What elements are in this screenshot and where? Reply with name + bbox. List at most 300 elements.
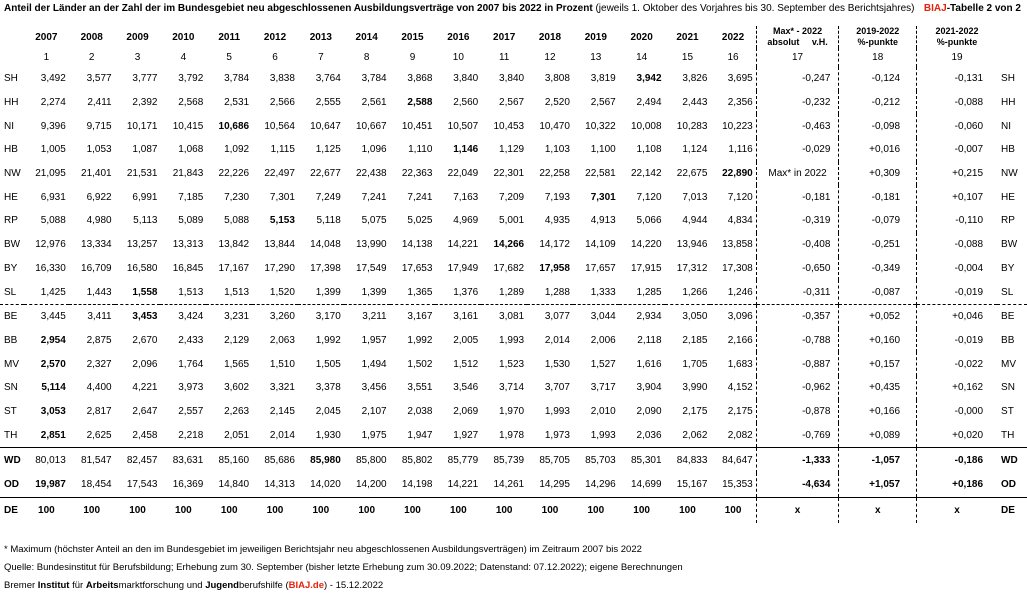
column-number: 3	[134, 52, 141, 63]
table-cell: 1,993	[499, 334, 525, 346]
column-number: 15	[681, 52, 694, 63]
row-label-right: BY	[1001, 262, 1015, 274]
table-tab-label: BIAJ-Tabelle 2 von 2	[923, 3, 1021, 14]
table-cell: 14,295	[539, 479, 570, 491]
table-cell: 2,560	[453, 97, 479, 109]
table-cell: 2,090	[636, 405, 662, 417]
column-number: 11	[498, 52, 510, 63]
table-cell: 3,077	[527, 304, 573, 328]
table-cell: 1,970	[499, 405, 525, 417]
table-cell: 1,365	[407, 286, 433, 298]
table-cell: 84,647	[710, 448, 756, 473]
col19-header: 2021-2022 %-punkte	[935, 26, 979, 47]
table-cell: 7,241	[407, 191, 433, 203]
diff-2021-2022-cell: +0,046	[917, 304, 998, 328]
row-label-right: OD	[1001, 479, 1017, 491]
table-cell: 2,014	[269, 429, 295, 441]
table-cell: 7,193	[544, 191, 570, 203]
credit-line	[4, 577, 683, 595]
year-header: 2021	[676, 31, 699, 43]
table-row	[0, 67, 1027, 91]
table-cell: 10,171	[126, 120, 158, 132]
table-cell: 12,976	[35, 239, 66, 251]
table-cell: 2,588	[407, 97, 433, 109]
table-cell: 3,551	[407, 382, 433, 394]
table-cell: 1,530	[544, 358, 570, 370]
max-diff-cell: -1,333	[756, 448, 839, 473]
row-label-right: HB	[1001, 144, 1015, 156]
diff-2021-2022-cell: -0,007	[954, 144, 984, 156]
max-diff-cell: -0,029	[756, 138, 839, 162]
table-cell: 2,045	[315, 405, 341, 417]
table-cell: 85,703	[573, 448, 619, 473]
table-cell: 100	[390, 498, 436, 523]
table-cell: 100	[69, 498, 115, 523]
table-cell: 2,555	[315, 97, 341, 109]
table-row	[0, 91, 1027, 115]
table-cell: 22,142	[630, 168, 662, 180]
table-row	[0, 352, 1027, 376]
table-cell: 14,840	[218, 479, 250, 491]
credit-part: ) - 15.12.2022	[323, 580, 384, 591]
table-cell: 2,005	[453, 334, 479, 346]
table-cell: 14,220	[630, 239, 662, 251]
year-header: 2017	[493, 31, 516, 43]
table-cell: 17,949	[447, 262, 479, 274]
table-cell: 100	[206, 498, 252, 523]
table-cell: 7,249	[315, 191, 341, 203]
table-cell: 3,577	[86, 73, 112, 85]
table-row	[0, 138, 1027, 162]
table-cell: 3,492	[40, 73, 66, 85]
table-cell: 85,779	[435, 448, 481, 473]
column-number: 17	[756, 48, 839, 67]
table-cell: 2,014	[544, 334, 570, 346]
table-cell: 7,120	[636, 191, 662, 203]
row-label: BE	[0, 304, 24, 328]
year-header: 2019	[584, 31, 607, 43]
table-cell: 1,502	[407, 358, 433, 370]
table-cell: 2,567	[590, 97, 616, 109]
credit-part: Jugend	[205, 580, 239, 591]
max-diff-cell: -0,650	[756, 257, 839, 281]
table-cell: 3,453	[115, 304, 161, 328]
table-cell: 5,114	[41, 382, 66, 394]
table-cell: 10,451	[401, 120, 433, 132]
row-label-right: TH	[1001, 429, 1015, 441]
table-cell: 2,010	[590, 405, 616, 417]
row-label: HE	[4, 191, 18, 203]
table-cell: 10,415	[172, 120, 204, 132]
row-label-right: SN	[1001, 382, 1015, 394]
table-cell: 7,230	[224, 191, 250, 203]
year-header: 2018	[538, 31, 562, 43]
table-cell: 2,185	[682, 334, 708, 346]
diff-2021-2022-cell: +0,162	[952, 382, 984, 394]
diff-2019-2022-cell: +0,052	[839, 304, 917, 328]
year-header: 2010	[172, 31, 195, 43]
table-cell: 2,263	[224, 405, 250, 417]
table-cell: 16,709	[81, 262, 112, 274]
table-cell: 14,296	[585, 479, 616, 491]
diff-2021-2022-cell: -0,019	[954, 334, 984, 346]
col17-header	[756, 26, 839, 48]
table-cell: 17,958	[539, 262, 570, 274]
table-cell: 1,616	[636, 358, 662, 370]
table-cell: 17,682	[493, 262, 525, 274]
table-cell: 2,392	[132, 97, 158, 109]
table-cell: 5,153	[269, 215, 295, 227]
table-cell: 4,834	[727, 215, 753, 227]
table-row	[0, 376, 1027, 400]
table-cell: 19,987	[35, 479, 66, 491]
max-diff-cell: -0,247	[756, 67, 839, 91]
table-row	[0, 257, 1027, 281]
table-cell: 1,992	[407, 334, 433, 346]
table-cell: 2,570	[40, 358, 66, 370]
table-cell: 10,322	[585, 120, 616, 132]
year-header: 2008	[80, 31, 103, 43]
table-cell: 21,095	[35, 168, 66, 180]
table-cell: 16,369	[172, 479, 204, 491]
col17-title: Max* - 2022	[773, 26, 823, 36]
table-cell: 1,520	[269, 286, 295, 298]
table-cell: 2,062	[682, 429, 708, 441]
diff-2019-2022-cell: -0,098	[839, 114, 917, 138]
table-cell: 3,764	[315, 73, 341, 85]
table-cell: 9,396	[40, 120, 66, 132]
table-cell: 1,558	[132, 286, 158, 298]
table-cell: 1,100	[590, 144, 616, 156]
row-label: NW	[4, 168, 21, 180]
row-label: NI	[4, 120, 14, 132]
diff-2021-2022-cell: -0,186	[917, 448, 998, 473]
biaj-brand: BIAJ	[923, 3, 947, 14]
source-note: Quelle: Bundesinstitut für Berufsbildung; Erhebung zum 30. September (bisher letzte Erhebung zum 30.09.2022; Datenstand: 07.12.2022); eigene Berechnungen	[4, 562, 683, 573]
row-label-right: SH	[1001, 73, 1015, 85]
table-cell: 10,223	[722, 120, 753, 132]
table-cell: 16,330	[35, 262, 66, 274]
table-cell: 3,942	[636, 73, 662, 85]
table-cell: 3,081	[481, 304, 527, 328]
table-cell: 14,138	[401, 239, 433, 251]
table-cell: 1,288	[544, 286, 570, 298]
table-cell: 100	[481, 498, 527, 523]
table-cell: 1,425	[40, 286, 66, 298]
column-number: 19	[951, 52, 963, 63]
table-cell: 2,118	[637, 334, 662, 346]
table-cell: 21,401	[81, 168, 112, 180]
credit-part: BIAJ.de	[288, 580, 324, 591]
max-diff-cell: -0,408	[756, 233, 839, 257]
table-cell: 5,001	[499, 215, 525, 227]
table-cell: 18,454	[81, 479, 112, 491]
table-cell: 3,904	[636, 382, 662, 394]
diff-2019-2022-cell: +1,057	[839, 473, 917, 498]
diff-2021-2022-cell: -0,088	[954, 239, 984, 251]
table-cell: 3,990	[682, 382, 708, 394]
table-cell: 16,580	[126, 262, 158, 274]
credit-part: marktforschung und	[118, 580, 206, 591]
table-cell: 14,261	[493, 479, 525, 491]
table-cell: 2,934	[619, 304, 665, 328]
table-cell: 82,457	[115, 448, 161, 473]
table-cell: 100	[298, 498, 344, 523]
diff-2021-2022-cell: -0,019	[954, 286, 984, 298]
max-diff-cell: -0,319	[756, 209, 839, 233]
diff-2021-2022-cell: +0,186	[952, 479, 984, 491]
table-cell: 1,513	[178, 286, 204, 298]
table-cell: 100	[665, 498, 711, 523]
table-row	[0, 423, 1027, 447]
table-cell: 2,954	[40, 334, 66, 346]
table-cell: 1,993	[544, 405, 570, 417]
table-cell: 4,221	[132, 382, 158, 394]
table-cell: 1,494	[361, 358, 387, 370]
table-cell: 2,817	[86, 405, 112, 417]
table-cell: 16,845	[172, 262, 204, 274]
table-cell: 22,438	[356, 168, 387, 180]
diff-2019-2022-cell: -1,057	[839, 448, 917, 473]
max-diff-cell: -4,634	[756, 473, 839, 498]
table-cell: 3,456	[361, 382, 387, 394]
diff-2019-2022-cell: -0,079	[839, 209, 917, 233]
table-cell: 5,088	[224, 215, 250, 227]
credit-part: berufshilfe (	[238, 580, 289, 591]
row-label-right: HE	[1001, 191, 1015, 203]
table-cell: 1,129	[499, 144, 525, 156]
row-label-right: BE	[997, 304, 1027, 328]
table-cell: 80,013	[24, 448, 69, 473]
table-cell: 1,978	[499, 429, 525, 441]
diff-2021-2022-cell: +0,215	[952, 168, 984, 180]
row-label-right: BW	[1001, 239, 1018, 251]
max-diff-cell: x	[756, 498, 839, 523]
column-number: 5	[226, 52, 232, 63]
table-cell: 2,494	[636, 97, 662, 109]
row-label-right: RP	[1001, 215, 1015, 227]
table-cell: 13,844	[264, 239, 295, 251]
table-cell: 17,308	[722, 262, 753, 274]
table-cell: 6,922	[86, 191, 112, 203]
table-cell: 14,266	[493, 239, 525, 251]
table-cell: 4,969	[453, 215, 479, 227]
column-number: 18	[839, 48, 917, 67]
table-cell: 3,808	[544, 73, 570, 85]
table-cell: 2,166	[727, 334, 753, 346]
table-cell: 1,512	[453, 358, 479, 370]
table-cell: 13,858	[722, 239, 753, 251]
max-diff-cell: -0,181	[756, 185, 839, 209]
table-cell: 100	[619, 498, 665, 523]
table-cell: 100	[252, 498, 298, 523]
table-cell: 22,301	[493, 168, 525, 180]
col18-header: 2019-2022 %-punkte	[839, 26, 917, 48]
table-cell: 4,152	[727, 382, 753, 394]
row-label-right: NW	[1001, 168, 1018, 180]
table-cell: 21,843	[172, 168, 204, 180]
year-header: 2013	[309, 31, 332, 43]
table-cell: 10,283	[676, 120, 708, 132]
table-cell: 100	[115, 498, 161, 523]
row-label-right: WD	[997, 448, 1027, 473]
table-cell: 3,445	[24, 304, 69, 328]
year-header: 2015	[401, 31, 424, 43]
table-cell: 17,543	[126, 479, 158, 491]
table-cell: 14,699	[630, 479, 662, 491]
year-header: 2016	[447, 31, 470, 43]
table-cell: 3,714	[499, 382, 525, 394]
max-diff-cell: -0,311	[756, 280, 839, 304]
table-cell: 2,082	[727, 429, 753, 441]
column-number: 12	[544, 52, 556, 63]
table-cell: 3,868	[407, 73, 433, 85]
diff-2019-2022-cell: +0,166	[839, 400, 917, 424]
table-cell: 1,285	[636, 286, 662, 298]
table-cell: 5,075	[361, 215, 387, 227]
diff-2019-2022-cell: -0,087	[839, 280, 917, 304]
data-table	[0, 26, 1027, 523]
diff-2021-2022-cell: +0,020	[952, 429, 984, 441]
row-label-right: BB	[1001, 334, 1015, 346]
table-cell: 1,146	[453, 144, 479, 156]
table-cell: 85,980	[298, 448, 344, 473]
table-cell: 1,992	[315, 334, 341, 346]
table-cell: 2,096	[132, 358, 158, 370]
table-cell: 1,087	[132, 144, 158, 156]
table-cell: 3,378	[315, 382, 341, 394]
row-label-right: DE	[997, 498, 1027, 523]
table-cell: 2,129	[224, 334, 250, 346]
table-cell: 1,973	[544, 429, 570, 441]
table-cell: 1,399	[315, 286, 341, 298]
row-label: DE	[0, 498, 24, 523]
table-cell: 1,005	[40, 144, 66, 156]
diff-2019-2022-cell: -0,349	[839, 257, 917, 281]
table-cell: 4,980	[86, 215, 112, 227]
table-cell: 3,819	[590, 73, 616, 85]
year-header: 2020	[630, 31, 653, 43]
table-cell: 5,066	[636, 215, 662, 227]
column-number: 1	[43, 52, 50, 63]
row-label: WD	[0, 448, 24, 473]
table-cell: 3,602	[224, 382, 250, 394]
table-cell: 3,170	[298, 304, 344, 328]
table-cell: 2,875	[86, 334, 112, 346]
table-cell: 13,334	[81, 239, 112, 251]
diff-2019-2022-cell: +0,089	[839, 423, 917, 447]
table-cell: 1,246	[727, 286, 753, 298]
header-years-row	[0, 26, 1027, 48]
column-number: 7	[318, 52, 324, 63]
table-cell: 7,185	[178, 191, 204, 203]
table-cell: 7,241	[361, 191, 387, 203]
column-number: 14	[636, 52, 648, 63]
table-cell: 13,842	[218, 239, 250, 251]
table-cell: 17,657	[585, 262, 616, 274]
table-cell: 1,513	[224, 286, 250, 298]
diff-2019-2022-cell: -0,124	[839, 67, 917, 91]
row-label: BY	[4, 262, 18, 274]
table-cell: 4,944	[682, 215, 708, 227]
table-cell: 2,443	[682, 97, 708, 109]
table-row	[0, 209, 1027, 233]
diff-2019-2022-cell: -0,212	[839, 91, 917, 115]
table-cell: 17,312	[676, 262, 708, 274]
table-cell: 2,038	[407, 405, 433, 417]
column-number: 8	[363, 52, 370, 63]
table-row	[0, 233, 1027, 257]
table-cell: 100	[344, 498, 390, 523]
table-cell: 9,715	[86, 120, 112, 132]
row-label: BB	[4, 334, 18, 346]
table-cell: 7,163	[453, 191, 479, 203]
table-cell: 2,218	[178, 429, 204, 441]
table-cell: 2,567	[499, 97, 525, 109]
diff-2021-2022-cell: -0,022	[954, 358, 984, 370]
credit-part: Arbeits	[85, 580, 119, 591]
table-cell: 85,705	[527, 448, 573, 473]
table-cell: 3,826	[682, 73, 708, 85]
table-cell: 100	[435, 498, 481, 523]
table-cell: 5,113	[133, 215, 158, 227]
table-cell: 15,167	[676, 479, 708, 491]
table-cell: 3,211	[344, 304, 390, 328]
table-cell: 3,044	[573, 304, 619, 328]
table-cell: 3,838	[269, 73, 295, 85]
table-cell: 1,927	[453, 429, 479, 441]
table-cell: 2,670	[132, 334, 158, 346]
table-cell: 1,092	[224, 144, 250, 156]
table-cell: 22,497	[264, 168, 295, 180]
table-row	[0, 473, 1027, 498]
row-label: HB	[4, 144, 18, 156]
table-cell: 4,913	[590, 215, 616, 227]
table-cell: 100	[573, 498, 619, 523]
table-cell: 3,784	[361, 73, 387, 85]
table-cell: 14,200	[356, 479, 387, 491]
table-cell: 3,840	[453, 73, 479, 85]
table-cell: 13,313	[172, 239, 204, 251]
table-cell: 2,520	[544, 97, 570, 109]
table-cell: 17,167	[218, 262, 250, 274]
year-header: 2007	[35, 31, 58, 43]
diff-2019-2022-cell: +0,016	[839, 138, 917, 162]
max-diff-cell: -0,788	[756, 329, 839, 353]
table-cell: 1,116	[728, 144, 753, 156]
table-cell: 22,890	[722, 168, 753, 180]
table-cell: 1,108	[636, 144, 662, 156]
table-cell: 17,915	[630, 262, 662, 274]
table-cell: 1,505	[315, 358, 341, 370]
table-cell: 1,124	[682, 144, 708, 156]
diff-2021-2022-cell: -0,131	[954, 73, 984, 85]
column-number: 16	[727, 52, 739, 63]
table-cell: 3,321	[269, 382, 295, 394]
table-cell: 10,470	[539, 120, 570, 132]
row-label-right: MV	[1001, 358, 1017, 370]
table-row	[0, 162, 1027, 186]
table-title: Anteil der Länder an der Zahl der im Bundesgebiet neu abgeschlossenen Ausbildungsverträge von 2007 bis 2022 in Prozent	[4, 3, 593, 14]
table-cell: 22,226	[218, 168, 250, 180]
table-cell: 10,507	[447, 120, 479, 132]
table-cell: 13,257	[126, 239, 158, 251]
column-number: 4	[180, 52, 187, 63]
table-cell: 2,063	[269, 334, 295, 346]
row-label: SH	[4, 73, 18, 85]
row-label: ST	[4, 405, 17, 417]
diff-2021-2022-cell: -0,110	[955, 215, 984, 227]
